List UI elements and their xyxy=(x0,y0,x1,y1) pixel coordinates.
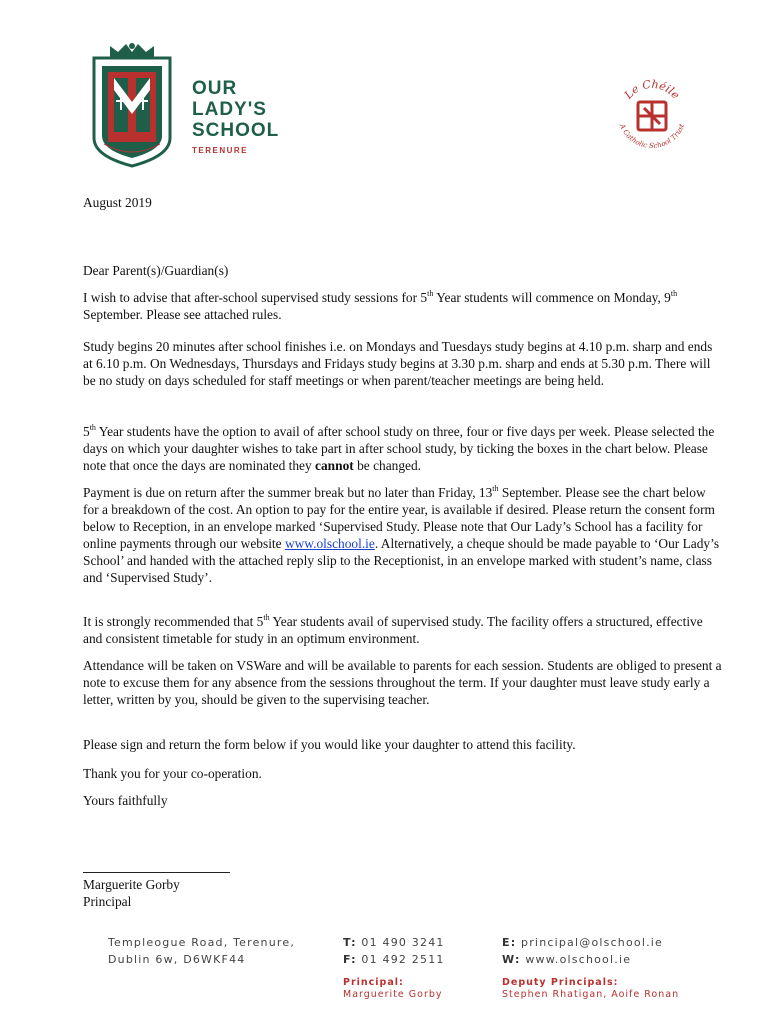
trust-bottom-text: A Catholic School Trust xyxy=(617,122,687,151)
school-crest-icon xyxy=(80,38,184,168)
footer-address-line-2: Dublin 6w, D6WKF44 xyxy=(108,953,246,966)
signature-line xyxy=(83,872,230,873)
p3-text-a: 5 xyxy=(83,424,90,439)
p3-text-b: Year students have the option to avail of after school study on three, four or five days per week. Please selected the days on which your daughter wishes to take part in after school study, by ticking the boxes in the chart below. Please note that once the days are nominated they xyxy=(83,424,715,473)
web-label: W: xyxy=(502,953,521,966)
deputy-label: Deputy Principals: xyxy=(502,977,619,988)
principal-label: Principal: xyxy=(343,977,404,988)
paragraph-3 xyxy=(83,423,723,474)
signature-name: Marguerite Gorby xyxy=(83,877,180,892)
p5-sup: th xyxy=(263,612,270,622)
svg-text:Le Chéile xyxy=(621,78,682,103)
school-logo xyxy=(80,38,280,168)
p4-text-a: Payment is due on return after the summer break but no later than Friday, 13 xyxy=(83,485,493,500)
school-name-line-3: SCHOOL xyxy=(192,120,280,141)
school-location: TERENURE xyxy=(192,146,249,155)
trust-top-text: Le Chéile xyxy=(621,77,683,102)
p3-bold-cannot: cannot xyxy=(315,458,354,473)
p1-text-c: September. Please see attached rules. xyxy=(83,307,282,322)
p1-sup-2: th xyxy=(670,288,678,298)
email-label: E: xyxy=(502,936,517,949)
footer-phone xyxy=(343,934,445,951)
p1-sup-1: th xyxy=(427,288,434,298)
fax-label: F: xyxy=(343,953,357,966)
principal-name: Marguerite Gorby xyxy=(343,989,443,1000)
p1-text-b: Year students will commence on Monday, 9 xyxy=(433,290,671,305)
paragraph-4 xyxy=(83,484,723,586)
phone-label: T: xyxy=(343,936,357,949)
school-name-line-1: OUR xyxy=(192,78,238,99)
paragraph-5 xyxy=(83,613,723,647)
p3-sup: th xyxy=(89,422,96,432)
fax-number: 01 492 2511 xyxy=(361,953,445,966)
web-address[interactable]: www.olschool.ie xyxy=(525,953,632,966)
trust-seal-icon xyxy=(612,76,692,156)
paragraph-1 xyxy=(83,289,723,323)
letter-date: August 2019 xyxy=(83,195,152,210)
closing: Yours faithfully xyxy=(83,793,168,808)
p5-text-a: It is strongly recommended that 5 xyxy=(83,614,264,629)
p1-text-a: I wish to advise that after-school supervised study sessions for 5 xyxy=(83,290,428,305)
p3-text-c: be changed. xyxy=(353,458,422,473)
p4-sup: th xyxy=(492,483,499,493)
trust-logo xyxy=(612,76,692,156)
p4-text-b: September. Please see the chart below for a breakdown of the cost. An option to pay for the entire year, is available if desired. Please return the consent form below to Reception, in an envelope marked ‘Supervised Study. Please note that Our Lady’s School has a facility for online payments through our website xyxy=(83,485,715,551)
salutation: Dear Parent(s)/Guardian(s) xyxy=(83,263,229,278)
deputy-names: Stephen Rhatigan, Aoife Ronan xyxy=(502,989,680,1000)
footer-fax xyxy=(343,951,445,968)
phone-number: 01 490 3241 xyxy=(361,936,445,949)
p5-text-b: Year students avail of supervised study. The facility offers a structured, effective and consistent timetable for study in an optimum environment. xyxy=(83,614,703,646)
paragraph-6: Attendance will be taken on VSWare and will be available to parents for each session. Students are obliged to present a note to excuse them for any absence from the sessions throughout the term. If your daughter must leave study early a letter, written by you, should be given to the supervising teacher. xyxy=(83,658,722,707)
school-name-line-2: LADY'S xyxy=(192,99,267,120)
footer-email xyxy=(502,934,663,951)
p4-text-c: . Alternatively, a cheque should be made payable to ‘Our Lady’s School’ and handed with the attached reply slip to the Receptionist, in an envelope marked with student’s name, class and ‘Supervised Study’. xyxy=(83,536,720,585)
footer-address-line-1: Templeogue Road, Terenure, xyxy=(108,936,296,949)
signature-title: Principal xyxy=(83,894,132,909)
paragraph-8: Thank you for your co-operation. xyxy=(83,766,262,781)
email-address[interactable]: principal@olschool.ie xyxy=(521,936,664,949)
website-link[interactable]: www.olschool.ie xyxy=(284,536,375,551)
paragraph-7: Please sign and return the form below if you would like your daughter to attend this facility. xyxy=(83,737,576,752)
footer-web xyxy=(502,951,631,968)
paragraph-2: Study begins 20 minutes after school finishes i.e. on Mondays and Tuesdays study begins at 4.10 p.m. sharp and ends at 6.10 p.m. On Wednesdays, Thursdays and Fridays study begins at 3.30 p.m. sharp and ends at 5.30 p.m. There will be no study on days scheduled for staff meetings or when parent/teacher meetings are being held. xyxy=(83,339,713,388)
school-crest-motto: MARIA VITAE PORTA xyxy=(112,142,152,147)
